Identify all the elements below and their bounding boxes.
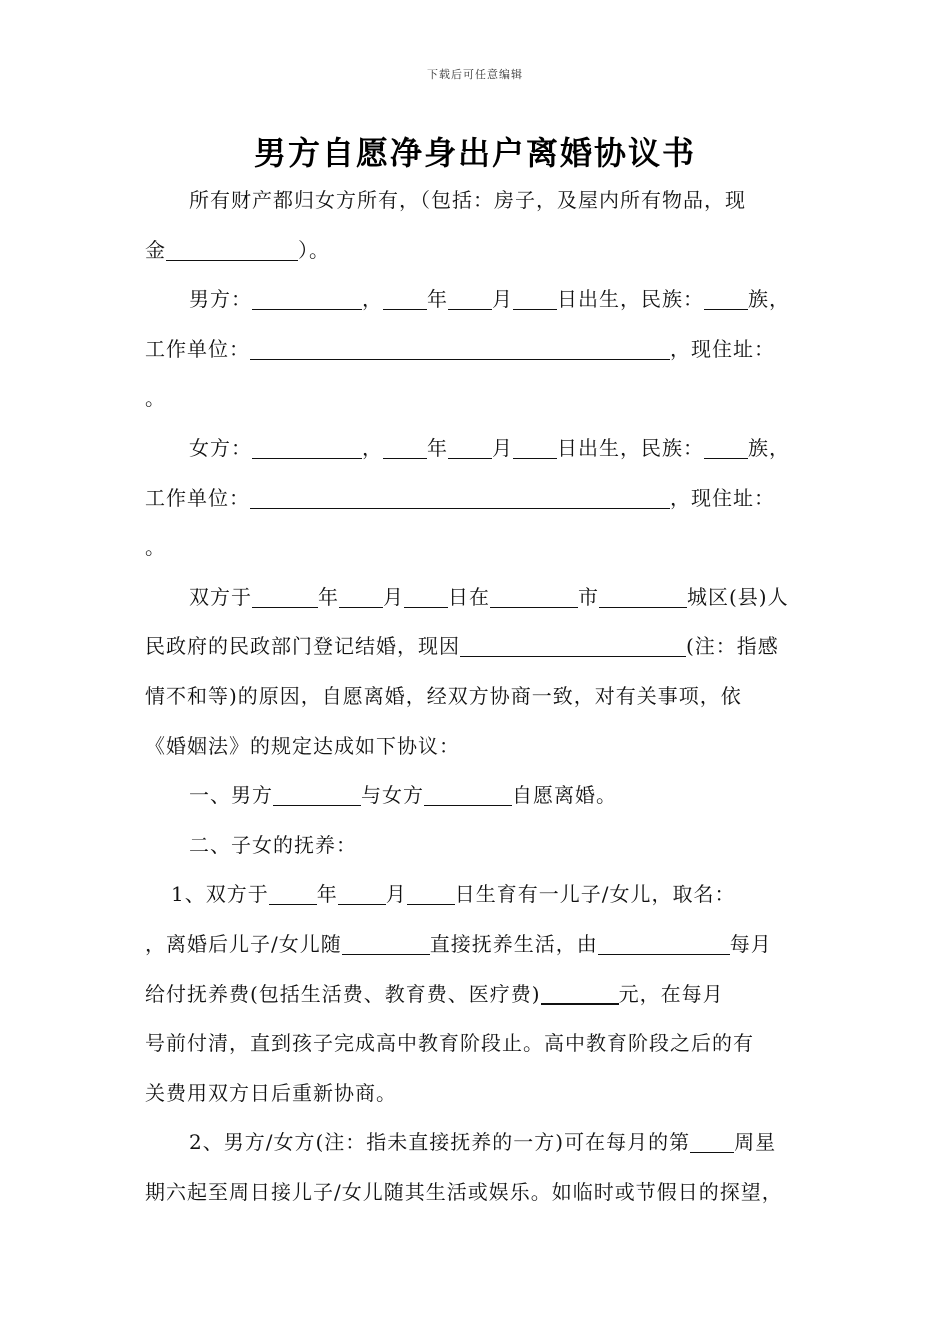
text: 工作单位： — [145, 485, 250, 510]
paragraph-line — [145, 424, 825, 474]
document-body — [145, 176, 825, 1217]
blank-field[interactable] — [250, 335, 670, 360]
text: 日在 — [448, 584, 490, 609]
text: 周星 — [734, 1130, 777, 1155]
blank-field[interactable] — [252, 434, 362, 459]
paragraph-line — [145, 672, 825, 722]
paragraph-line — [145, 1019, 825, 1069]
text: 二、子女的抚养： — [189, 832, 357, 857]
text: 。 — [145, 386, 166, 411]
text: 一、男方 — [189, 783, 273, 808]
blank-field[interactable] — [690, 1128, 734, 1153]
blank-field[interactable] — [460, 632, 686, 657]
blank-field[interactable] — [541, 979, 619, 1005]
text: 所有财产都归女方所有，（包括：房子，及屋内所有物品，现 — [189, 188, 746, 212]
blank-field[interactable] — [407, 880, 455, 905]
blank-field[interactable] — [448, 434, 492, 459]
text: 每月 — [729, 931, 772, 956]
text: 双方于 — [189, 584, 252, 609]
paragraph-line — [145, 920, 825, 970]
paragraph-line — [145, 870, 825, 920]
paragraph-line — [145, 573, 825, 623]
blank-field[interactable] — [273, 781, 361, 806]
paragraph-line — [145, 374, 825, 424]
text: ，现住址： — [670, 485, 775, 510]
text: 。 — [145, 535, 166, 560]
paragraph-line — [145, 474, 825, 524]
blank-field[interactable] — [342, 930, 430, 955]
text: ，离婚后儿子/女儿随 — [145, 931, 342, 956]
text: 日出生，民族： — [557, 435, 704, 460]
text: (注：指感 — [686, 634, 779, 659]
blank-field[interactable] — [598, 930, 730, 955]
text: 金 — [145, 237, 166, 262]
text: 2、男方/女方(注：指未直接抚养的一方)可在每月的第 — [189, 1130, 691, 1155]
text: 年 — [316, 882, 338, 907]
text: 号前付清，直到孩子完成高中教育阶段止。高中教育阶段之后的有 — [145, 1031, 754, 1056]
paragraph-line — [145, 722, 825, 772]
paragraph-line — [145, 523, 825, 573]
text: 期六起至周日接儿子/女儿随其生活或娱乐。如临时或节假日的探望， — [145, 1179, 783, 1204]
text: 城区(县)人 — [687, 584, 789, 609]
text: 女方： — [189, 435, 252, 460]
paragraph-line — [145, 970, 825, 1020]
text: 与女方 — [361, 783, 424, 808]
blank-field[interactable] — [250, 484, 670, 509]
text: 1、双方于 — [171, 882, 269, 907]
paragraph-line — [145, 622, 825, 672]
paragraph-line — [145, 1069, 825, 1119]
paragraph-line — [145, 821, 825, 871]
text: 给付抚养费(包括生活费、教育费、医疗费) — [145, 981, 541, 1006]
blank-field[interactable] — [424, 781, 512, 806]
paragraph-line — [145, 275, 825, 325]
blank-field[interactable] — [513, 285, 557, 310]
text: 市 — [578, 584, 599, 609]
paragraph-line — [145, 176, 825, 226]
blank-field[interactable] — [383, 434, 427, 459]
text: ，现住址： — [670, 336, 775, 361]
text: 情不和等)的原因，自愿离婚，经双方协商一致，对有关事项，依 — [145, 683, 742, 708]
blank-field[interactable] — [704, 434, 748, 459]
paragraph-line — [145, 1168, 825, 1218]
text: 月 — [492, 435, 513, 460]
text: 民政府的民政部门登记结婚，现因 — [145, 634, 460, 659]
blank-field[interactable] — [490, 583, 578, 608]
blank-field[interactable] — [252, 285, 362, 310]
text: 年 — [427, 435, 448, 460]
blank-field[interactable] — [404, 583, 448, 608]
blank-field[interactable] — [339, 583, 383, 608]
text: 年 — [427, 287, 448, 312]
paragraph-line — [145, 226, 825, 276]
header-note: 下载后可任意编辑 — [427, 68, 523, 81]
text: 男方： — [189, 287, 252, 312]
text: 日生育有一儿子/女儿，取名： — [454, 882, 736, 907]
text: 自愿离婚。 — [512, 783, 617, 808]
text: 直接抚养生活，由 — [429, 931, 598, 956]
blank-field[interactable] — [599, 583, 687, 608]
text: 月 — [492, 287, 513, 312]
blank-field[interactable] — [269, 880, 317, 905]
paragraph-line — [145, 771, 825, 821]
blank-field[interactable] — [704, 285, 748, 310]
text: 关费用双方日后重新协商。 — [145, 1080, 397, 1105]
document-title: 男方自愿净身出户离婚协议书 — [253, 134, 696, 172]
blank-field[interactable] — [383, 285, 427, 310]
text: 族， — [748, 287, 790, 312]
text: 月 — [383, 584, 404, 609]
blank-field[interactable] — [338, 880, 386, 905]
blank-field[interactable] — [166, 236, 298, 261]
text: ）。 — [298, 237, 330, 262]
text: 族， — [748, 435, 790, 460]
blank-field[interactable] — [513, 434, 557, 459]
paragraph-line — [145, 1118, 825, 1168]
text: 月 — [385, 882, 407, 907]
text: 年 — [318, 584, 339, 609]
text: 工作单位： — [145, 336, 250, 361]
blank-field[interactable] — [252, 583, 318, 608]
text: ， — [362, 287, 383, 312]
paragraph-line — [145, 325, 825, 375]
text: 日出生，民族： — [557, 287, 704, 312]
text: 元，在每月 — [618, 981, 724, 1006]
text: ， — [362, 435, 383, 460]
text: 《婚姻法》的规定达成如下协议： — [145, 733, 460, 758]
blank-field[interactable] — [448, 285, 492, 310]
